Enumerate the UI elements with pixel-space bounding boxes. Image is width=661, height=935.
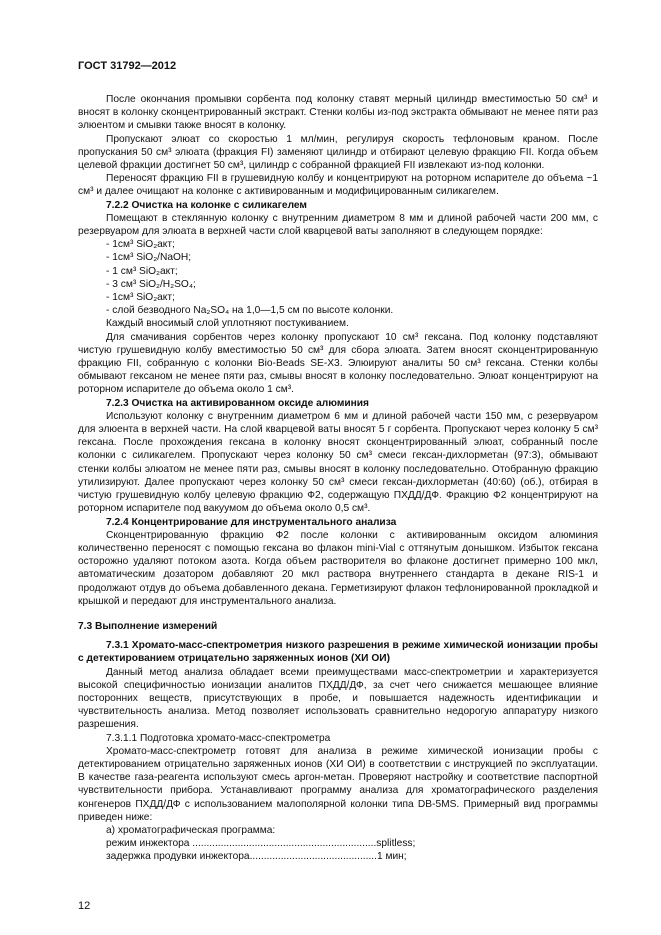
paragraph: Пропускают элюат со скоростью 1 мл/мин, регулируя скорость тефлоновым краном. После пропускания 50 см³ элюата (фракция FI) заменяют цилиндр и отбирают целевую фракцию FII. Когда объем целевой фракции достигнет 50 см³, цилиндр с собранной фракцией FII извлекают из-под колонки. [78,133,598,172]
section-heading-7-3: 7.3 Выполнение измерений [78,620,218,632]
list-item: - 1см³ SiO₂акт; [106,239,175,251]
program-item: режим инжектора .................................................................splitless; [106,838,416,850]
paragraph: Помещают в стеклянную колонку с внутренним диаметром 8 мм и длиной рабочей части 200 мм, с резервуаром для элюата в верхней части слой кварцевой ваты заполняют в следующем порядке: [78,212,598,238]
page-number: 12 [78,900,91,912]
document-header: ГОСТ 31792—2012 [78,60,177,72]
paragraph: Переносят фракцию FII в грушевидную колбу и концентрируют на роторном испарителе до объема ~1 см³ и далее очищают на колонке с активированным и модифицированным силикагелем. [78,173,598,198]
paragraph: Для смачивания сорбентов через колонку пропускают 10 см³ гексана. Под колонку подставляют чистую грушевидную колбу вместимостью 50 см³ для сбора элюата. Затем вносят сконцентрированную фракцию FII, собранную с колонки Bio-Beads SE-X3. Элюируют аналиты 50 см³ гексана. Стенки колбы обмывают гексаном не менее пяти раз, смывы вносят в колонку последовательно. Элюат концентрируют на роторном испарителе до объема около 1 см³. [78,331,598,396]
paragraph: Данный метод анализа обладает всеми преимуществами масс-спектрометрии и характеризуется высокой специфичностью ионизации аналитов ПХДД/ДФ, за счет чего снижается мешающее влияние посторонних веществ, присутствующих в пробе, и повышается надежность идентификации и чувствительность анализа. Метод позволяет использовать сравнительно недорогую аппаратуру низкого разрешения. [78,666,598,731]
list-item: - слой безводного Na₂SO₄ на 1,0—1,5 см по высоте колонки. [106,305,394,317]
program-item: а) хроматографическая программа: [106,824,276,836]
section-heading-7-2-3: 7.2.3 Очистка на активированном оксиде алюминия [106,397,369,409]
document-body [78,93,598,864]
list-item: - 1 см³ SiO₂акт; [106,265,178,277]
subsection-heading-7-3-1-1: 7.3.1.1 Подготовка хромато-масс-спектрометра [106,732,331,744]
paragraph: Каждый вносимый слой уплотняют постукиванием. [106,318,349,330]
paragraph: После окончания промывки сорбента под колонку ставят мерный цилиндр вместимостью 50 см³ и вносят в колонку сконцентрированный экстракт. Стенки колбы из-под экстракта обмывают не менее пяти раз элюентом и смывки также вносят в колонку. [78,94,598,132]
paragraph: Используют колонку с внутренним диаметром 6 мм и длиной рабочей части 150 мм, с резервуаром для элюента в верхней части. На слой кварцевой ваты вносят 5 г сорбента. Пропускают через колонку 5 см³ гексана. После прохождения гексана в колонку вносят сконцентрированный элюат, собранный после колонки с силикагелем. Пропускают через колонку 50 см³ смеси гексан-дихлорметан (97:3), обмывают стенки колбы элюатом не менее пяти раз, смывы вносят в колонку последовательно. Отобранную фракцию утилизируют. Далее пропускают через колонку 50 см³ смеси гексан-дихлорметан (40:60) (об.), отбирая в чистую грушевидную колбу целевую фракцию Ф2, содержащую ПХДД/ДФ. Фракцию Ф2 концентрируют на роторном испарителе под вакуумом до объема около 0,5 см³. [78,410,598,515]
section-heading-7-3-1: 7.3.1 Хромато-масс-спектрометрия низкого разрешения в режиме химической ионизации пробы с детектированием отрицательно заряженных ионов (ХИ ОИ) [78,640,598,665]
section-heading-7-2-4: 7.2.4 Концентрирование для инструментального анализа [106,516,397,528]
program-item: задержка продувки инжектора.............................................1 мин; [106,851,407,863]
list-item: - 1см³ SiO₂акт; [106,292,175,304]
list-item: - 1см³ SiO₂/NaOH; [106,252,192,264]
paragraph: Сконцентрированную фракцию Ф2 после колонки с активированным оксидом алюминия количественно переносят с помощью гексана во флакон mini-Vial с оттянутым донышком. Избыток гексана осторожно удаляют потоком азота. Когда объем растворителя во флаконе достигнет примерно 100 мкл, автоматическим дозатором добавляют 20 мкл раствора внутреннего стандарта в декане RIS-1 и продолжают отдув до объема добавленного декана. Герметизируют флакон тефлонированной прокладкой и крышкой и передают для инструментального анализа. [78,529,598,607]
list-item: - 3 см³ SiO₂/H₂SO₄; [106,278,196,290]
section-heading-7-2-2: 7.2.2 Очистка на колонке с силикагелем [106,199,307,211]
paragraph: Хромато-масс-спектрометр готовят для анализа в режиме химической ионизации пробы с детектированием отрицательно заряженных ионов (ХИ ОИ) в соответствии с инструкцией по эксплуатации. В качестве газа-реагента используют смесь аргон-метан. Проверяют настройку и соответствие паспортной чувствительности прибора. Устанавливают программу анализа для хроматографического разделения конгенеров ПХДД/ДФ с использованием малополярной колонки типа DB-5MS. Примерный вид программы приведен ниже: [78,745,598,823]
